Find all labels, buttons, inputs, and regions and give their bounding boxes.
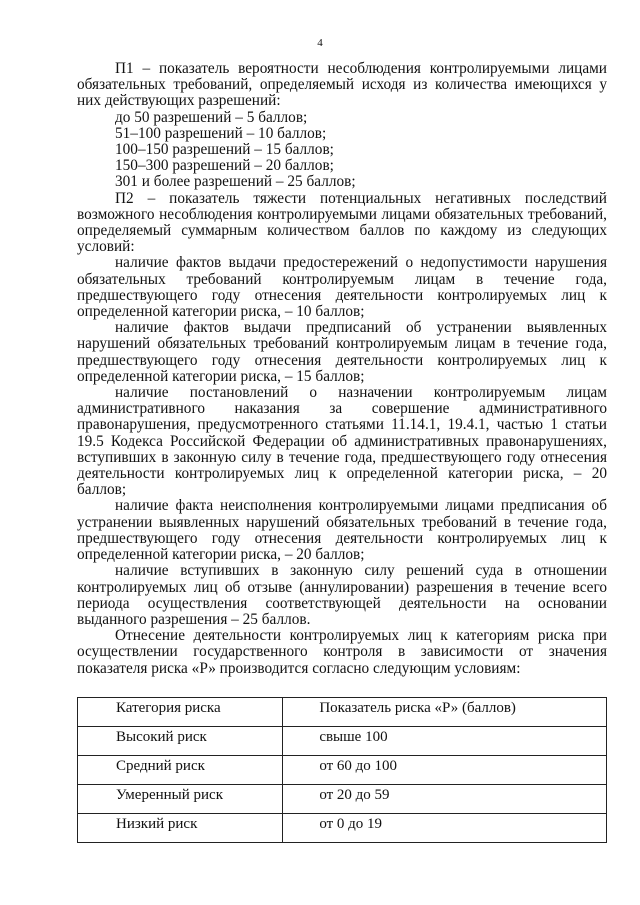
table-header-cell: Показатель риска «Р» (баллов) xyxy=(283,698,607,727)
page-number: 4 xyxy=(317,37,323,49)
p2-condition: наличие вступивших в законную силу решений суда в отношении контролируемых лиц об отзыве (аннулировании) разрешения в течение всего периода осуществления соответствующей деятельности на основании выданного разрешения – 25 баллов. xyxy=(77,562,607,628)
table-row xyxy=(78,756,607,785)
p2-condition: наличие фактов выдачи предписаний об устранении выявленных нарушений обязательных требований контролируемым лицам в течение года, предшествующего году отнесения деятельности контролируемых лиц к определенной категории риска, – 15 баллов; xyxy=(77,319,607,385)
risk-category-cell: Средний риск xyxy=(78,756,283,785)
p2-condition: наличие факта неисполнения контролируемыми лицами предписания об устранении выявленных нарушений обязательных требований в течение года, предшествующего году отнесения деятельности контролируемых лиц к определенной категории риска, – 20 баллов; xyxy=(77,497,607,564)
risk-category-cell: Низкий риск xyxy=(78,814,283,843)
p1-tier-item: 51–100 разрешений – 10 баллов; xyxy=(115,124,327,142)
risk-score-cell: от 0 до 19 xyxy=(283,814,607,843)
p2-condition: наличие фактов выдачи предостережений о недопустимости нарушения обязательных требований контролируемым лицам в течение года, предшествующего году отнесения деятельности контролируемых лиц к определенной категории риска, – 10 баллов; xyxy=(77,254,607,321)
p1-tier-item: 100–150 разрешений – 15 баллов; xyxy=(115,141,334,159)
classification-intro: Отнесение деятельности контролируемых лиц к категориям риска при осуществлении государственного контроля в зависимости от значения показателя риска «Р» производится согласно следующим условиям: xyxy=(77,627,607,677)
table-header-cell: Категория риска xyxy=(78,698,283,727)
risk-category-table xyxy=(77,697,607,843)
p1-tier-item: до 50 разрешений – 5 баллов; xyxy=(115,108,308,126)
p1-tier-item: 150–300 разрешений – 20 баллов; xyxy=(115,157,334,175)
document-body xyxy=(77,61,607,677)
table-header-row xyxy=(78,698,607,727)
p1-definition: П1 – показатель вероятности несоблюдения контролируемыми лицами обязательных требований, определяемый исходя из количества имеющихся у них действующих разрешений: xyxy=(77,60,607,110)
risk-score-cell: от 60 до 100 xyxy=(283,756,607,785)
p1-tier-item: 301 и более разрешений – 25 баллов; xyxy=(115,173,356,191)
table-row xyxy=(78,814,607,843)
risk-score-cell: от 20 до 59 xyxy=(283,785,607,814)
table-row xyxy=(78,727,607,756)
risk-category-cell: Умеренный риск xyxy=(78,785,283,814)
p2-condition: наличие постановлений о назначении контролируемым лицам административного наказания за совершение административного правонарушения, предусмотренного статьями 11.14.1, 19.4.1, частью 1 статьи 19.5 Кодекса Российской Федерации об административных правонарушениях, вступивших в законную силу в течение года, предшествующего году отнесения деятельности контролируемых лиц к определенной категории риска, – 20 баллов; xyxy=(77,384,607,499)
p2-definition: П2 – показатель тяжести потенциальных негативных последствий возможного несоблюдения контролируемыми лицами обязательных требований, определяемый суммарным количеством баллов по каждому из следующих условий: xyxy=(77,189,607,256)
risk-score-cell: свыше 100 xyxy=(283,727,607,756)
risk-category-cell: Высокий риск xyxy=(78,727,283,756)
table-row xyxy=(78,785,607,814)
